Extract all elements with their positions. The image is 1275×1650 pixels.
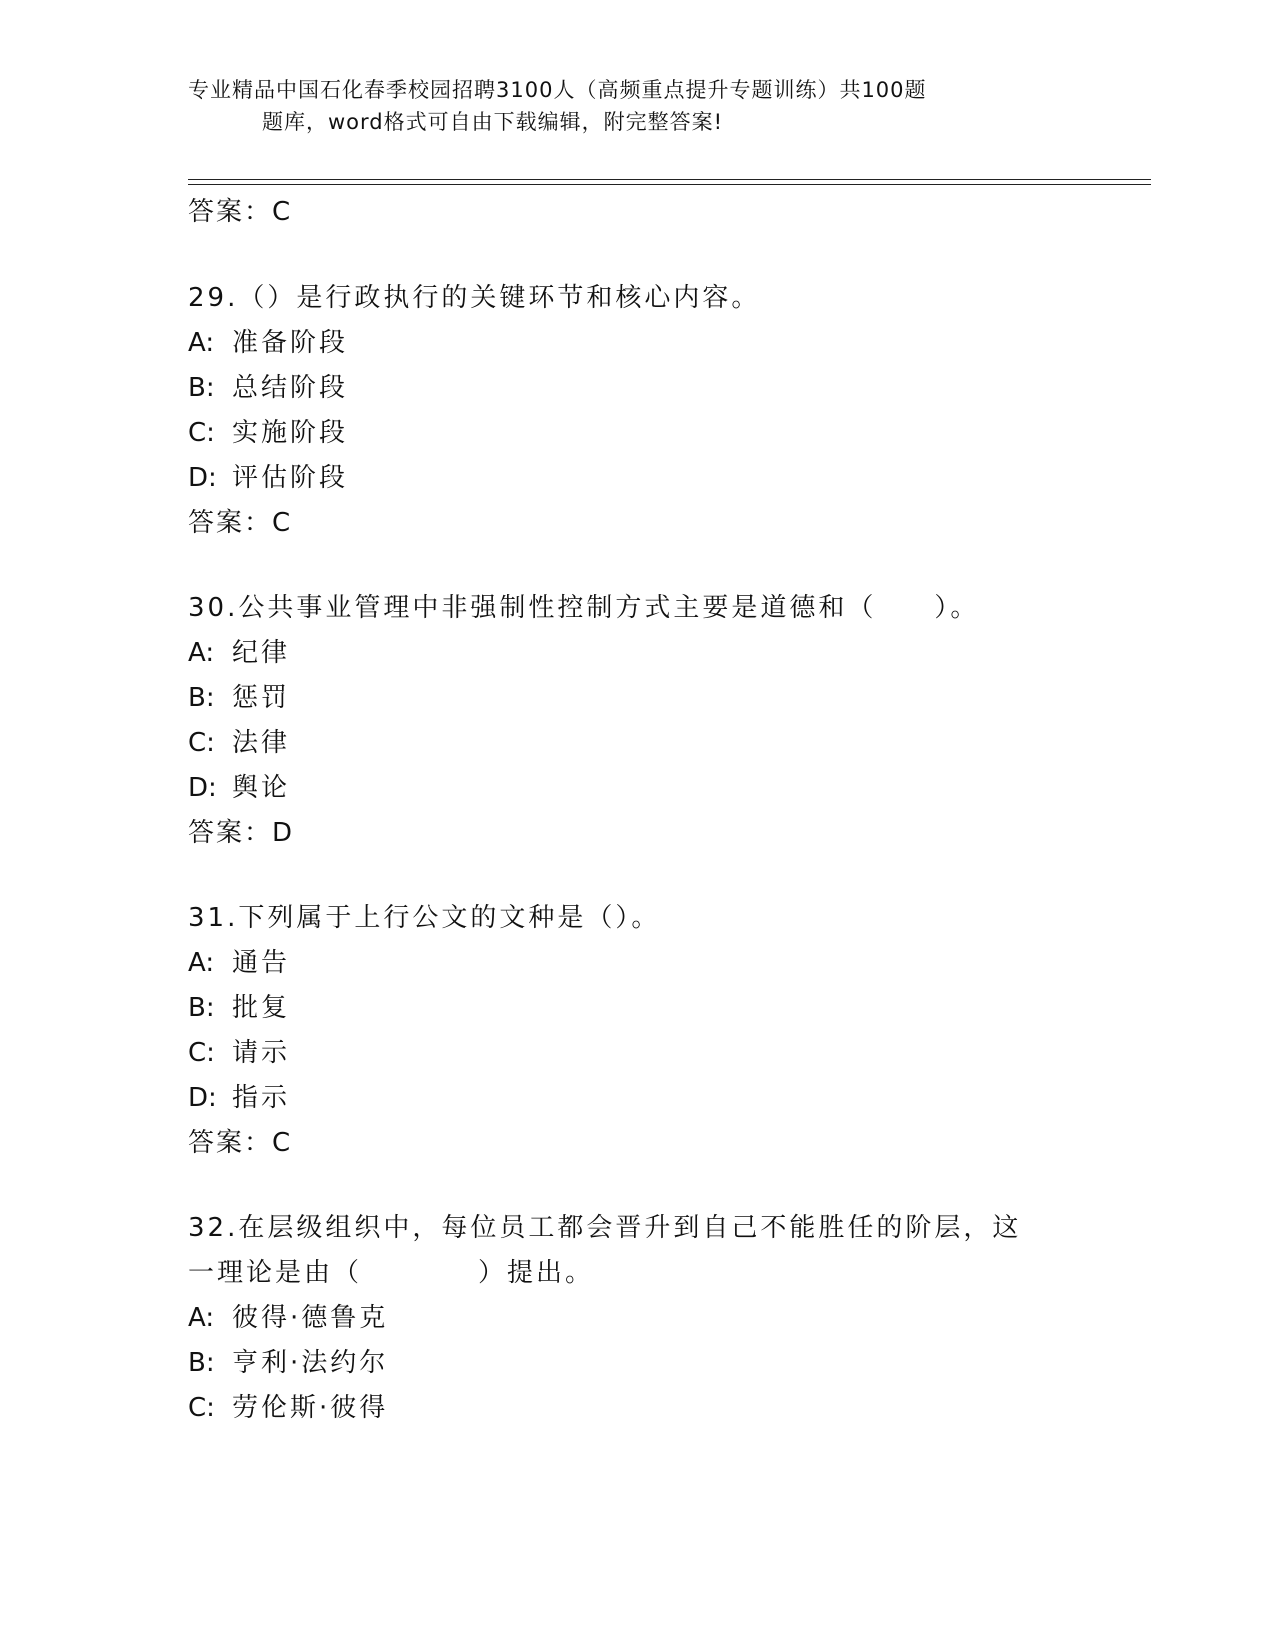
option-letter: A: (188, 948, 215, 978)
option-letter: A: (188, 1303, 215, 1333)
option-c (188, 411, 1088, 456)
option-text: 纪律 (232, 638, 291, 668)
header-title-line-2: 题库，word格式可自由下载编辑，附完整答案! (262, 110, 724, 134)
option-text: 评估阶段 (232, 463, 349, 493)
option-text: 实施阶段 (232, 418, 349, 448)
option-text: 准备阶段 (232, 328, 349, 358)
question-stem: 29.（）是行政执行的关键环节和核心内容。 (188, 283, 761, 313)
option-text: 劳伦斯·彼得 (232, 1393, 389, 1423)
option-letter: D: (188, 463, 217, 493)
question-32 (188, 1206, 1088, 1431)
header-double-rule (188, 179, 1151, 185)
option-c (188, 1386, 1088, 1431)
answer-line: 答案：C (188, 1128, 293, 1158)
option-text: 请示 (232, 1038, 291, 1068)
question-31 (188, 896, 1088, 1166)
option-d (188, 1076, 1088, 1121)
option-letter: C: (188, 1038, 215, 1068)
option-letter: C: (188, 418, 215, 448)
page-header (188, 74, 1088, 138)
option-letter: A: (188, 328, 215, 358)
option-d (188, 456, 1088, 501)
option-letter: C: (188, 1393, 215, 1423)
option-a (188, 631, 1088, 676)
option-letter: B: (188, 683, 215, 713)
option-c (188, 1031, 1088, 1076)
option-a (188, 321, 1088, 366)
option-letter: B: (188, 373, 215, 403)
option-letter: B: (188, 1348, 215, 1378)
option-b (188, 1341, 1088, 1386)
option-letter: C: (188, 728, 215, 758)
option-c (188, 721, 1088, 766)
option-text: 亨利·法约尔 (232, 1348, 389, 1378)
option-d (188, 766, 1088, 811)
option-letter: D: (188, 1083, 217, 1113)
question-stem: 31.下列属于上行公文的文种是（）。 (188, 903, 661, 933)
option-text: 惩罚 (232, 683, 291, 713)
option-letter: A: (188, 638, 215, 668)
option-text: 舆论 (232, 773, 291, 803)
answer-line: 答案：C (188, 197, 293, 227)
option-text: 通告 (232, 948, 291, 978)
option-a (188, 1296, 1088, 1341)
option-text: 彼得·德鲁克 (232, 1303, 389, 1333)
option-text: 法律 (232, 728, 291, 758)
option-b (188, 986, 1088, 1031)
question-list (188, 192, 1088, 1431)
option-text: 批复 (232, 993, 291, 1023)
option-b (188, 676, 1088, 721)
option-text: 总结阶段 (232, 373, 349, 403)
option-b (188, 366, 1088, 411)
option-text: 指示 (232, 1083, 291, 1113)
question-30 (188, 586, 1088, 856)
option-letter: D: (188, 773, 217, 803)
option-a (188, 941, 1088, 986)
question-29 (188, 276, 1088, 546)
answer-line: 答案：C (188, 508, 293, 538)
answer-line: 答案：D (188, 818, 295, 848)
question-stem: 32.在层级组织中，每位员工都会晋升到自己不能胜任的阶层，这一理论是由（ ）提出。 (188, 1213, 1022, 1288)
question-stem: 30.公共事业管理中非强制性控制方式主要是道德和（ ）。 (188, 593, 980, 623)
option-letter: B: (188, 993, 215, 1023)
header-title-line-1: 专业精品中国石化春季校园招聘3100人（高频重点提升专题训练）共100题 (188, 78, 927, 102)
